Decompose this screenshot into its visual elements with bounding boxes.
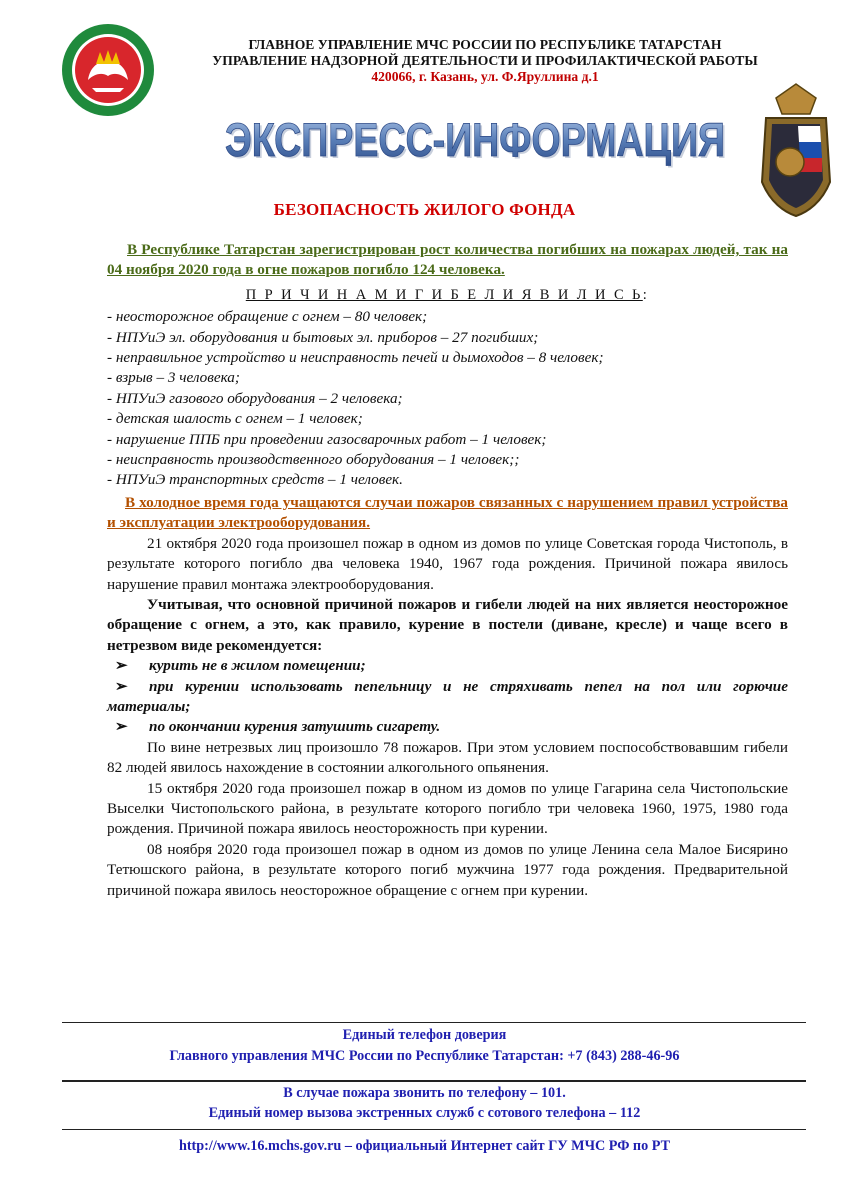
cause-item: - НПУиЭ эл. оборудования и бытовых эл. приборов – 27 погибших; [107,328,539,346]
cause-item: - нарушение ППБ при проведении газосварочных работ – 1 человек; [107,430,547,448]
recommendation-item [107,677,788,718]
website-link[interactable]: http://www.16.mchs.gov.ru – официальный Интернет сайт ГУ МЧС РФ по РТ [178,1138,671,1154]
arrow-bullet-icon: ➢ [115,657,128,675]
cause-item: - неисправность производственного оборудования – 1 человек;; [107,451,520,469]
incident-paragraph-2: 15 октября 2020 года произошел пожар в одном из домов по улице Гагарина села Чистопольские Выселки Чистопольского района, в результате которого погибло три человека 1960, 1975, 1980 года рождения. Причиной пожара явилось неосторожность при курении. [107,779,788,838]
express-information-title [215,110,735,172]
header-address: 420066, г. Казань, ул. Ф.Яруллина д.1 [371,69,599,84]
recommendation-text: курить не в жилом помещении; [149,657,366,675]
arrow-bullet-icon: ➢ [115,677,128,695]
footer-divider-middle [62,1080,806,1082]
footer-divider-bottom [62,1129,806,1130]
state-supervision-emblem [752,78,840,218]
footer-divider-top [62,1022,806,1023]
hotline-line: Главного управления МЧС России по Республике Татарстан: +7 (843) 288-46-96 [169,1048,680,1064]
header-organization [160,37,810,85]
lead-statement: В Республике Татарстан зарегистрирован рост количества погибших на пожарах людей, так на 04 ноября 2020 года в огне пожаров погибло 124 человека. [107,241,788,279]
recommendation-item [107,656,788,676]
recommendation-intro: Учитывая, что основной причиной пожаров и гибели людей на них является неосторожное обращение с огнем, а это, как правило, курение в постели (диване, кресле) и чаще всего в нетрезвом виде рекомендуется: [107,595,788,654]
causes-heading-colon: : [642,286,650,303]
recommendation-item [107,717,788,737]
main-content [107,240,788,901]
statistics-paragraph: По вине нетрезвых лиц произошло 78 пожаров. При этом условием поспособствовавшим гибели 82 людей явилось нахождение в состоянии алкогольного опьянения. [107,738,788,777]
header-org-line1: ГЛАВНОЕ УПРАВЛЕНИЕ МЧС РОССИИ ПО РЕСПУБЛИКЕ ТАТАРСТАН [248,37,722,52]
recommendation-text: при курении использовать пепельницу и не стряхивать пепел на пол или горючие материалы; [107,677,788,715]
cause-item: - НПУиЭ газового оборудования – 2 человека; [107,389,403,407]
cause-item: - детская шалость с огнем – 1 человек; [107,410,363,428]
subtitle: БЕЗОПАСНОСТЬ ЖИЛОГО ФОНДА [273,200,576,219]
title-text-shadow: ЭКСПРЕСС-ИНФОРМАЦИЯ [227,115,727,168]
causes-list [107,307,788,491]
incident-paragraph-1: 21 октября 2020 года произошел пожар в одном из домов по улице Советская города Чистополь, в результате которого погибло два человека 1940, 1967 года рождения. Причиной пожара явилось нарушение правил монтажа электрооборудования. [107,534,788,593]
arrow-bullet-icon: ➢ [115,718,128,736]
winter-note: В холодное время года учащаются случаи пожаров связанных с нарушением правил устройства и эксплуатации электрооборудования. [107,493,788,532]
causes-heading [107,285,788,305]
cause-item: - НПУиЭ транспортных средств – 1 человек. [107,471,403,489]
emergency-call-number: Единый номер вызова экстренных служб с сотового телефона – 112 [208,1105,641,1121]
cause-item: - неправильное устройство и неисправность печей и дымоходов – 8 человек; [107,349,604,367]
fire-call-number: В случае пожара звонить по телефону – 101. [283,1085,566,1101]
incident-paragraph-3: 08 ноября 2020 года произошел пожар в одном из домов по улице Ленина села Малое Бисярино Тетюшского района, в результате которого погиб мужчина 1977 года рождения. Предварительной причиной пожара явилось неосторожное обращение с огнем при курении. [107,840,788,899]
tatarstan-emblem-logo [60,22,156,118]
hotline-title: Единый телефон доверия [342,1027,507,1043]
header-org-line2: УПРАВЛЕНИЕ НАДЗОРНОЙ ДЕЯТЕЛЬНОСТИ И ПРОФИЛАКТИЧЕСКОЙ РАБОТЫ [212,53,758,68]
cause-item: - неосторожное обращение с огнем – 80 человек; [107,308,428,326]
cause-item: - взрыв – 3 человека; [107,369,240,387]
recommendation-text: по окончании курения затушить сигарету. [149,718,441,736]
causes-heading-text: П Р И Ч И Н А М И Г И Б Е Л И Я В И Л И С Ь [245,286,643,303]
title-text: ЭКСПРЕСС-ИНФОРМАЦИЯ [225,113,725,166]
